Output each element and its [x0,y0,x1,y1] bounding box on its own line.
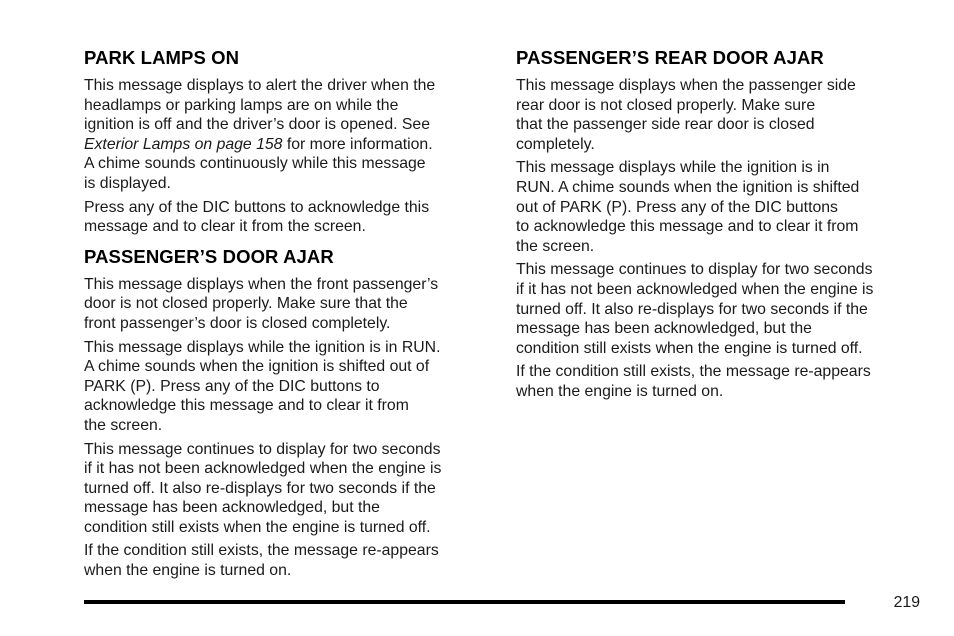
passenger-door-section [84,245,492,581]
exterior-lamps-reference: Exterior Lamps on page 158 [84,135,283,153]
passenger-rear-door-paragraph-3: This message continues to display for two seconds if it has not been acknowledged when the engine is turned off. It also re-displays for two seconds if the message has been acknowledged, but the condition still exists when the engine is turned off. [516,261,874,357]
passenger-door-paragraph-2: This message displays while the ignition is in RUN. A chime sounds when the ignition is shifted out of PARK (P). Press any of the DIC buttons to acknowledge this message and to clear it from the screen. [84,338,441,434]
passenger-rear-door-paragraph-4: If the condition still exists, the message re-appears when the engine is turned on. [516,363,871,400]
park-lamps-section [84,46,492,237]
page-number: 219 [893,594,920,611]
passenger-rear-door-paragraph-1: This message displays when the passenger side rear door is not closed properly. Make sure that the passenger side rear door is closed completely. [516,77,856,153]
passenger-door-paragraph-3: This message continues to display for two seconds if it has not been acknowledged when the engine is turned off. It also re-displays for two seconds if the message has been acknowledged, but the condition still exists when the engine is turned off. [84,440,442,536]
park-lamps-paragraph-1 [84,76,492,194]
left-column [84,46,492,589]
passenger-rear-door-heading: PASSENGER’S REAR DOOR AJAR [516,47,824,68]
passenger-door-paragraph-1: This message displays when the front passenger’s door is not closed properly. Make sure that the front passenger’s door is closed completely. [84,275,439,332]
park-lamps-paragraph-2: Press any of the DIC buttons to acknowledge this message and to clear it from the screen. [84,198,430,236]
right-column [516,46,924,410]
park-lamps-text-a: This message displays to alert the driver when the headlamps or parking lamps are on while the ignition is off and the driver’s door is opened. See [84,77,436,134]
park-lamps-heading: PARK LAMPS ON [84,47,240,68]
footer-rule [84,600,845,604]
park-lamps-text-b: for more information. A chime sounds continuously while this message is displayed. [84,135,433,192]
passenger-door-paragraph-4: If the condition still exists, the message re-appears when the engine is turned on. [84,542,439,580]
passenger-door-heading: PASSENGER’S DOOR AJAR [84,245,334,267]
passenger-rear-door-paragraph-2: This message displays while the ignition is in RUN. A chime sounds when the ignition is shifted out of PARK (P). Press any of the DIC buttons to acknowledge this message and to clear it from the screen. [516,159,860,255]
passenger-rear-door-section [516,46,924,402]
